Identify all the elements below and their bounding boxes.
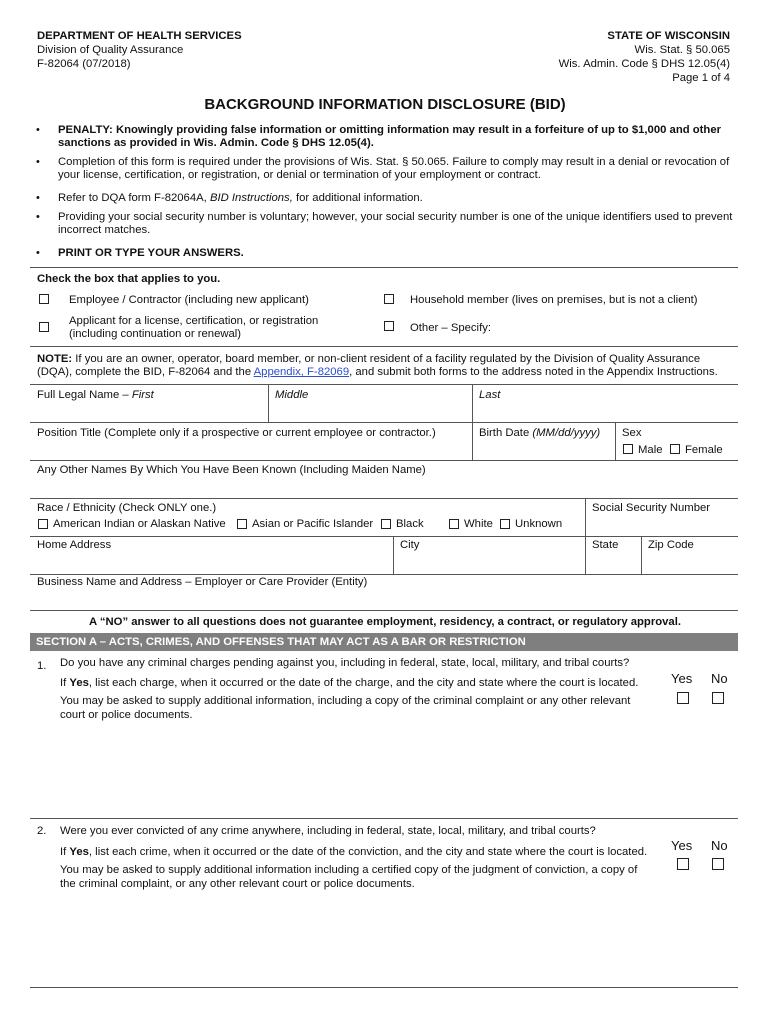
question-2-supply: You may be asked to supply additional information including a certified copy of the judgment of conviction, a copy of the criminal complaint, or any other relevant court or police documents. bbox=[60, 864, 638, 890]
bullet-print: • PRINT OR TYPE YOUR ANSWERS. bbox=[36, 247, 244, 259]
ssn-label: Social Security Number bbox=[592, 502, 711, 514]
employee-checkbox[interactable] bbox=[39, 294, 49, 304]
race-asian-label: Asian or Pacific Islander bbox=[252, 518, 374, 530]
question-2-no-checkbox[interactable] bbox=[712, 858, 724, 870]
bullet-icon: • bbox=[36, 247, 40, 259]
other-names-label: Any Other Names By Which You Have Been Known (Including Maiden Name) bbox=[37, 464, 426, 476]
bullet-penalty: • PENALTY: Knowingly providing false information or omitting information may result in a forfeiture of up to $1,000 and other sanctions as provided in Wis. Admin. Code § DHS 12.05(4). bbox=[36, 124, 722, 149]
full-name-label: Full Legal Name – First bbox=[37, 389, 154, 401]
last-name-field[interactable] bbox=[476, 403, 734, 419]
other-checkbox[interactable] bbox=[384, 321, 394, 331]
appendix-link[interactable]: Appendix, F-82069 bbox=[253, 366, 350, 378]
business-field[interactable] bbox=[36, 591, 734, 607]
state-name: STATE OF WISCONSIN bbox=[607, 30, 730, 42]
other-names-field[interactable] bbox=[36, 479, 734, 495]
statute-ref: Wis. Stat. § 50.065 bbox=[634, 44, 730, 56]
male-label: Male bbox=[638, 444, 663, 456]
page-number: Page 1 of 4 bbox=[672, 72, 730, 84]
household-checkbox[interactable] bbox=[384, 294, 394, 304]
ssn-field[interactable] bbox=[590, 518, 734, 534]
middle-name-field[interactable] bbox=[272, 403, 468, 419]
question-1-text: Do you have any criminal charges pending against you, including in federal, state, local, military, and tribal courts? bbox=[60, 657, 630, 669]
race-american-indian-label: American Indian or Alaskan Native bbox=[53, 518, 226, 530]
zip-code-label: Zip Code bbox=[648, 539, 694, 551]
female-checkbox[interactable] bbox=[670, 444, 680, 454]
question-2-yes-label: Yes bbox=[671, 838, 693, 853]
city-field[interactable] bbox=[397, 555, 581, 571]
question-2-text: Were you ever convicted of any crime anywhere, including in federal, state, local, military, and tribal courts? bbox=[60, 825, 596, 837]
race-unknown-checkbox[interactable] bbox=[500, 519, 510, 529]
question-1-if-yes: If Yes, list each charge, when it occurred or the date of the charge, and the city and state where the court is located. bbox=[60, 677, 639, 689]
form-title: BACKGROUND INFORMATION DISCLOSURE (BID) bbox=[204, 96, 566, 113]
race-white-checkbox[interactable] bbox=[449, 519, 459, 529]
question-1-yes-checkbox[interactable] bbox=[677, 692, 689, 704]
first-name-field[interactable] bbox=[36, 403, 264, 419]
applies-heading: Check the box that applies to you. bbox=[37, 273, 221, 285]
header-right bbox=[559, 29, 730, 85]
admin-code-ref: Wis. Admin. Code § DHS 12.05(4) bbox=[558, 58, 730, 70]
section-a-header: SECTION A – ACTS, CRIMES, AND OFFENSES THAT MAY ACT AS A BAR OR RESTRICTION bbox=[30, 633, 738, 651]
note-text: NOTE: If you are an owner, operator, board member, or non-client resident of a facility regulated by the Division of Quality Assurance (DQA), complete the BID, F-82064 and the Appendix, F-82069, and submit both forms to the address noted in the Appendix Instructions. bbox=[37, 353, 718, 378]
race-asian-checkbox[interactable] bbox=[237, 519, 247, 529]
employee-label: Employee / Contractor (including new applicant) bbox=[69, 294, 309, 306]
applicant-checkbox[interactable] bbox=[39, 322, 49, 332]
position-title-label: Position Title (Complete only if a prospective or current employee or contractor.) bbox=[37, 427, 436, 439]
bullet-icon: • bbox=[36, 156, 40, 168]
male-checkbox[interactable] bbox=[623, 444, 633, 454]
question-1-number: 1. bbox=[37, 660, 47, 672]
birth-date-field[interactable] bbox=[476, 442, 612, 458]
home-address-label: Home Address bbox=[37, 539, 112, 551]
race-unknown-label: Unknown bbox=[515, 518, 563, 530]
no-answer-notice: A “NO” answer to all questions does not guarantee employment, residency, a contract, or regulatory approval. bbox=[89, 616, 681, 628]
race-black-checkbox[interactable] bbox=[381, 519, 391, 529]
state-field[interactable] bbox=[589, 555, 637, 571]
city-label: City bbox=[400, 539, 420, 551]
bullet-icon: • bbox=[36, 211, 40, 223]
question-1-no-label: No bbox=[711, 671, 728, 686]
question-2-if-yes: If Yes, list each crime, when it occurred or the date of the conviction, and the city and state where the court is located. bbox=[60, 846, 648, 858]
question-2-number: 2. bbox=[37, 825, 47, 837]
question-1-no-checkbox[interactable] bbox=[712, 692, 724, 704]
female-label: Female bbox=[685, 444, 723, 456]
question-2-yes-checkbox[interactable] bbox=[677, 858, 689, 870]
birth-date-label: Birth Date (MM/dd/yyyy) bbox=[479, 427, 601, 439]
question-2-no-label: No bbox=[711, 838, 728, 853]
race-label: Race / Ethnicity (Check ONLY one.) bbox=[37, 502, 217, 514]
bullet-ssn: • Providing your social security number is voluntary; however, your social security number is one of the unique identifiers used to prevent incorrect matches. bbox=[36, 211, 733, 236]
state-label: State bbox=[592, 539, 619, 551]
other-specify-field[interactable] bbox=[494, 318, 734, 336]
sex-label: Sex bbox=[622, 427, 642, 439]
question-1-supply: You may be asked to supply additional information, including a copy of the criminal complaint or any other relevant court or police documents. bbox=[60, 695, 631, 721]
bullet-icon: • bbox=[36, 124, 40, 136]
division-name: Division of Quality Assurance bbox=[37, 44, 184, 56]
household-label: Household member (lives on premises, but is not a client) bbox=[410, 294, 698, 306]
question-1-yes-label: Yes bbox=[671, 671, 693, 686]
form-id: F-82064 (07/2018) bbox=[37, 58, 131, 70]
race-black-label: Black bbox=[396, 518, 424, 530]
department-name: DEPARTMENT OF HEALTH SERVICES bbox=[37, 30, 242, 42]
applicant-label: Applicant for a license, certification, or registration (including continuation or renewal) bbox=[69, 315, 319, 340]
other-label: Other – Specify: bbox=[410, 322, 491, 334]
position-title-field[interactable] bbox=[36, 442, 468, 458]
zip-code-field[interactable] bbox=[645, 555, 734, 571]
bullet-icon: • bbox=[36, 192, 40, 204]
bullet-refer: • Refer to DQA form F-82064A, BID Instructions, for additional information. bbox=[36, 192, 423, 204]
question-1-answer-area[interactable] bbox=[60, 730, 660, 815]
question-2-answer-area[interactable] bbox=[60, 898, 660, 983]
race-american-indian-checkbox[interactable] bbox=[38, 519, 48, 529]
race-white-label: White bbox=[464, 518, 493, 530]
business-label: Business Name and Address – Employer or Care Provider (Entity) bbox=[37, 576, 368, 588]
middle-name-label: Middle bbox=[275, 389, 309, 401]
home-address-field[interactable] bbox=[36, 555, 389, 571]
header-left bbox=[37, 29, 242, 71]
last-name-label: Last bbox=[479, 389, 501, 401]
bullet-completion: • Completion of this form is required under the provisions of Wis. Stat. § 50.065. Failure to comply may result in a denial or revocation of your license, certification, or registration, or denial or termination of your employment or contract. bbox=[36, 156, 730, 181]
